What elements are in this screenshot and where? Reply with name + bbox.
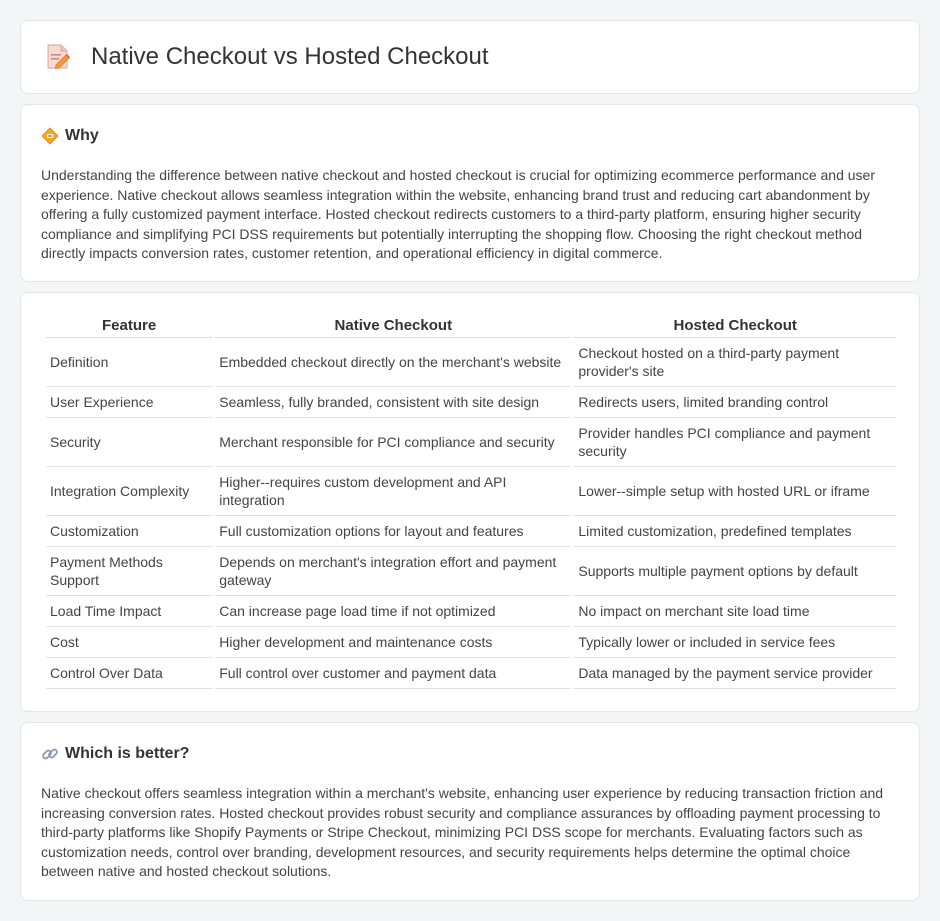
why-text: Understanding the difference between native checkout and hosted checkout is crucial for optimizing ecommerce performance and user experience. Native checkout allows seamless integration within the website, enhancing brand trust and reducing cart abandonment by offering a fully customized payment interface. Hosted checkout redirects customers to a third-party platform, ensuring higher security compliance and simplifying PCI DSS requirements but potentially interrupting the shopping flow. Choosing the right checkout method directly impacts conversion rates, customer retention, and operational efficiency in digital commerce. bbox=[41, 167, 875, 262]
table-row bbox=[46, 547, 896, 596]
table-row bbox=[46, 516, 896, 547]
why-section bbox=[20, 104, 920, 282]
native-cell: Full customization options for layout and features bbox=[215, 516, 571, 547]
native-cell: Can increase page load time if not optimized bbox=[215, 596, 571, 627]
native-cell: Higher--requires custom development and API integration bbox=[215, 467, 571, 516]
native-cell: Depends on merchant's integration effort and payment gateway bbox=[215, 547, 571, 596]
native-cell: Full control over customer and payment data bbox=[215, 658, 571, 689]
native-cell: Embedded checkout directly on the merchant's website bbox=[215, 338, 571, 387]
why-title: Why bbox=[65, 127, 99, 144]
header-card bbox=[20, 20, 920, 94]
feature-cell: Security bbox=[46, 418, 212, 467]
page-title: Native Checkout vs Hosted Checkout bbox=[91, 43, 489, 70]
table-row bbox=[46, 387, 896, 418]
feature-cell: User Experience bbox=[46, 387, 212, 418]
feature-cell: Customization bbox=[46, 516, 212, 547]
comparison-section bbox=[20, 292, 920, 712]
hosted-cell: Redirects users, limited branding control bbox=[574, 387, 896, 418]
feature-cell: Load Time Impact bbox=[46, 596, 212, 627]
feature-cell: Payment Methods Support bbox=[46, 547, 212, 596]
table-row bbox=[46, 338, 896, 387]
hosted-cell: No impact on merchant site load time bbox=[574, 596, 896, 627]
hosted-cell: Checkout hosted on a third-party payment provider's site bbox=[574, 338, 896, 387]
link-icon bbox=[41, 745, 59, 763]
comparison-table bbox=[43, 315, 899, 689]
header-hosted-checkout: Hosted Checkout bbox=[574, 315, 896, 338]
document-edit-icon bbox=[45, 43, 71, 71]
table-header-row bbox=[46, 315, 896, 338]
table-row bbox=[46, 627, 896, 658]
table-row bbox=[46, 467, 896, 516]
table-row bbox=[46, 418, 896, 467]
hosted-cell: Typically lower or included in service fees bbox=[574, 627, 896, 658]
feature-cell: Cost bbox=[46, 627, 212, 658]
native-cell: Merchant responsible for PCI compliance and security bbox=[215, 418, 571, 467]
hosted-cell: Data managed by the payment service provider bbox=[574, 658, 896, 689]
diamond-sign-icon bbox=[41, 127, 59, 145]
feature-cell: Integration Complexity bbox=[46, 467, 212, 516]
hosted-cell: Lower--simple setup with hosted URL or iframe bbox=[574, 467, 896, 516]
native-cell: Seamless, fully branded, consistent with site design bbox=[215, 387, 571, 418]
hosted-cell: Supports multiple payment options by default bbox=[574, 547, 896, 596]
native-cell: Higher development and maintenance costs bbox=[215, 627, 571, 658]
feature-cell: Definition bbox=[46, 338, 212, 387]
table-row bbox=[46, 658, 896, 689]
header-feature: Feature bbox=[46, 315, 212, 338]
hosted-cell: Limited customization, predefined templates bbox=[574, 516, 896, 547]
header-native-checkout: Native Checkout bbox=[215, 315, 571, 338]
better-text: Native checkout offers seamless integration within a merchant's website, enhancing user experience by reducing transaction friction and increasing conversion rates. Hosted checkout provides robust security and compliance assurances by offloading payment processing to third-party platforms like Shopify Payments or Stripe Checkout, minimizing PCI DSS scope for merchants. Evaluating factors such as customization needs, control over branding, development resources, and security requirements helps determine the optimal choice between native and hosted checkout solutions. bbox=[41, 785, 884, 880]
table-row bbox=[46, 596, 896, 627]
hosted-cell: Provider handles PCI compliance and payment security bbox=[574, 418, 896, 467]
feature-cell: Control Over Data bbox=[46, 658, 212, 689]
which-is-better-section bbox=[20, 722, 920, 901]
better-title: Which is better? bbox=[65, 745, 190, 762]
